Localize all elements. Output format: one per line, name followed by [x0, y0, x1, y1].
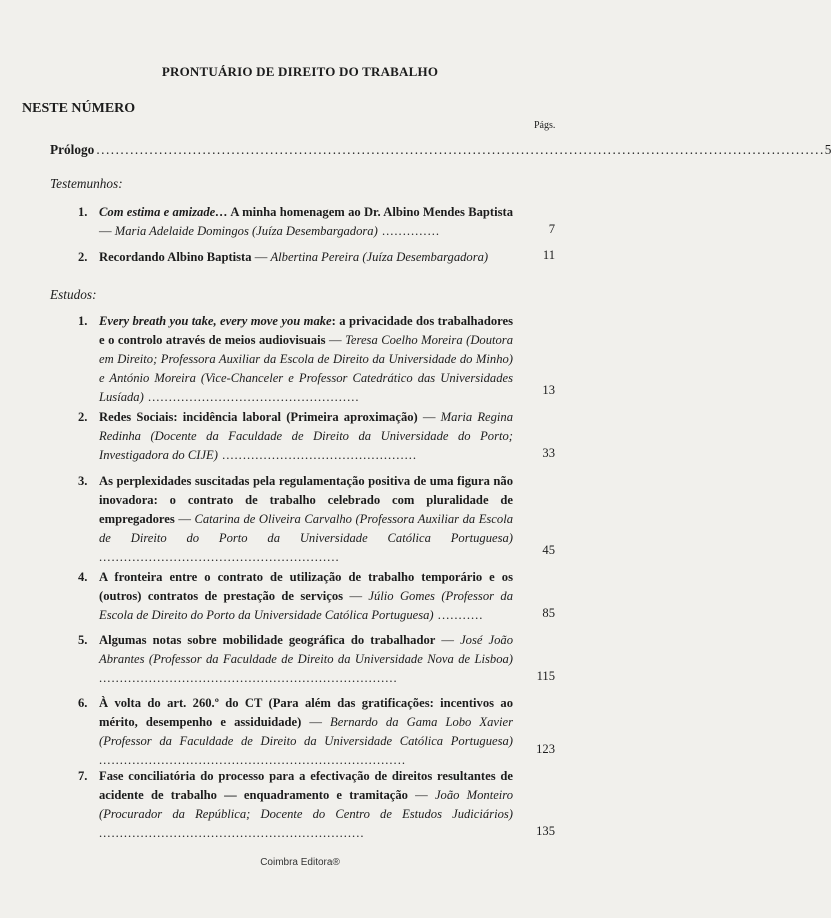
leader-dots: ....................................................................................................................................................... [96, 142, 825, 157]
entry-title-italic: Com estima e amizade… [99, 205, 228, 219]
entry-title: Algumas notas sobre mobilidade geográfica do trabalhador [99, 633, 436, 647]
entry-author: Catarina de Oliveira Carvalho (Professora Auxiliar da Escola de Direito do Porto da Universidade Católica Portuguesa) [99, 512, 513, 545]
prologo-page: 5 [824, 142, 831, 157]
leader-dots: .......................................................... [99, 550, 340, 564]
entry-page: 7 [548, 222, 555, 236]
category-testemunhos: Testemunhos: [50, 176, 123, 191]
entry-dash: — [174, 512, 195, 526]
entry-author: Albertina Pereira (Juíza Desembargadora) [270, 250, 489, 264]
toc-entry-prologo[interactable] [50, 142, 831, 158]
entry-author: Maria Adelaide Domingos (Juíza Desembargadora) [114, 224, 378, 238]
entry-author: Teresa Coelho Moreira (Doutora em Direito; Professora Auxiliar da Escola de Direito da Universidade do Minho) e António Moreira (Vice-Chanceler e Professor Catedrático das Universidades Lusíada) [99, 333, 514, 404]
entry-page: 13 [542, 383, 555, 397]
entry-dash: — [407, 788, 435, 802]
entry-title: : a privacidade dos trabalhadores e o controlo através de meios audiovisuais [99, 314, 513, 347]
entry-number: 6. [78, 696, 88, 710]
category-estudos: Estudos: [50, 287, 97, 302]
entry-author: Bernardo da Gama Lobo Xavier (Professor da Faculdade de Direito da Universidade Católica Portuguesa) [99, 715, 513, 748]
entry-title: A minha homenagem ao Dr. Albino Mendes Baptista [227, 205, 513, 219]
entry-number: 4. [78, 570, 88, 584]
entry-page: 33 [542, 446, 555, 460]
toc-entry[interactable] [78, 631, 513, 688]
entry-title: Fase conciliatória do processo para a efectivação de direitos resultantes de acidente de trabalho — enquadramento e tramitação [99, 769, 513, 802]
entry-dash: — [301, 715, 331, 729]
entry-page: 85 [542, 606, 555, 620]
entry-dash: — [343, 589, 369, 603]
leader-dots: ................................................................ [99, 826, 365, 840]
entry-dash: — [251, 250, 271, 264]
publisher-footer: Coimbra Editora® [260, 857, 340, 868]
entry-dash: — [435, 633, 461, 647]
toc-entry[interactable] [78, 694, 513, 770]
entry-author: Maria Regina Redinha (Docente da Faculdade de Direito da Universidade do Porto; Investigadora do CIJE) [99, 410, 513, 462]
entry-number: 7. [78, 769, 88, 783]
toc-entry[interactable] [78, 472, 513, 567]
toc-entry[interactable] [78, 203, 513, 241]
entry-title: A fronteira entre o contrato de utilização de trabalho temporário e os (outros) contratos de prestação de serviços [99, 570, 513, 603]
entry-number: 2. [78, 250, 88, 264]
toc-entry[interactable] [78, 312, 513, 407]
entry-page: 45 [542, 543, 555, 557]
prologo-label: Prólogo [50, 142, 95, 157]
leader-dots: ................................................... [143, 390, 360, 404]
entry-page: 11 [542, 248, 555, 262]
entry-number: 5. [78, 633, 88, 647]
journal-title: PRONTUÁRIO DE DIREITO DO TRABALHO [161, 64, 439, 79]
entry-page: 115 [536, 669, 555, 683]
toc-entry[interactable] [78, 408, 513, 465]
entry-number: 2. [78, 410, 88, 424]
entry-title: À volta do art. 260.º do CT (Para além das gratificações: incentivos ao mérito, desempenho e assiduidade) [99, 696, 513, 729]
leader-dots: ............................................... [217, 448, 418, 462]
entry-page: 123 [536, 742, 555, 756]
toc-entry[interactable] [78, 568, 513, 625]
entry-dash: — [99, 224, 115, 238]
entry-title-italic: Every breath you take, every move you make [99, 314, 332, 328]
leader-dots: .............. [377, 224, 441, 238]
leader-dots: ........... [433, 608, 484, 622]
entry-page: 135 [536, 824, 555, 838]
entry-author: Júlio Gomes (Professor da Escola de Direito do Porto da Universidade Católica Portuguesa) [99, 589, 513, 622]
leader-dots: .......................................................................... [99, 753, 406, 767]
entry-dash: — [325, 333, 346, 347]
toc-entry[interactable] [78, 248, 513, 267]
entry-author: José João Abrantes (Professor da Faculdade de Direito da Universidade Nova de Lisboa) [99, 633, 514, 666]
entry-dash: — [417, 410, 441, 424]
toc-entry[interactable] [78, 767, 513, 843]
leader-dots: ........................................................................ [99, 671, 398, 685]
entry-title: Recordando Albino Baptista [99, 250, 252, 264]
entry-number: 1. [78, 314, 88, 328]
pages-column-label: Págs. [534, 120, 556, 131]
entry-title: Redes Sociais: incidência laboral (Primeira aproximação) [99, 410, 418, 424]
entry-title: As perplexidades suscitadas pela regulamentação positiva de uma figura não inovadora: o contrato de trabalho celebrado com pluralidade de empregadores [99, 474, 513, 526]
entry-number: 1. [78, 205, 88, 219]
entry-number: 3. [78, 474, 88, 488]
entry-author: João Monteiro (Procurador da República; Docente do Centro de Estudos Judiciários) [99, 788, 514, 821]
section-title: NESTE NÚMERO [22, 101, 136, 116]
